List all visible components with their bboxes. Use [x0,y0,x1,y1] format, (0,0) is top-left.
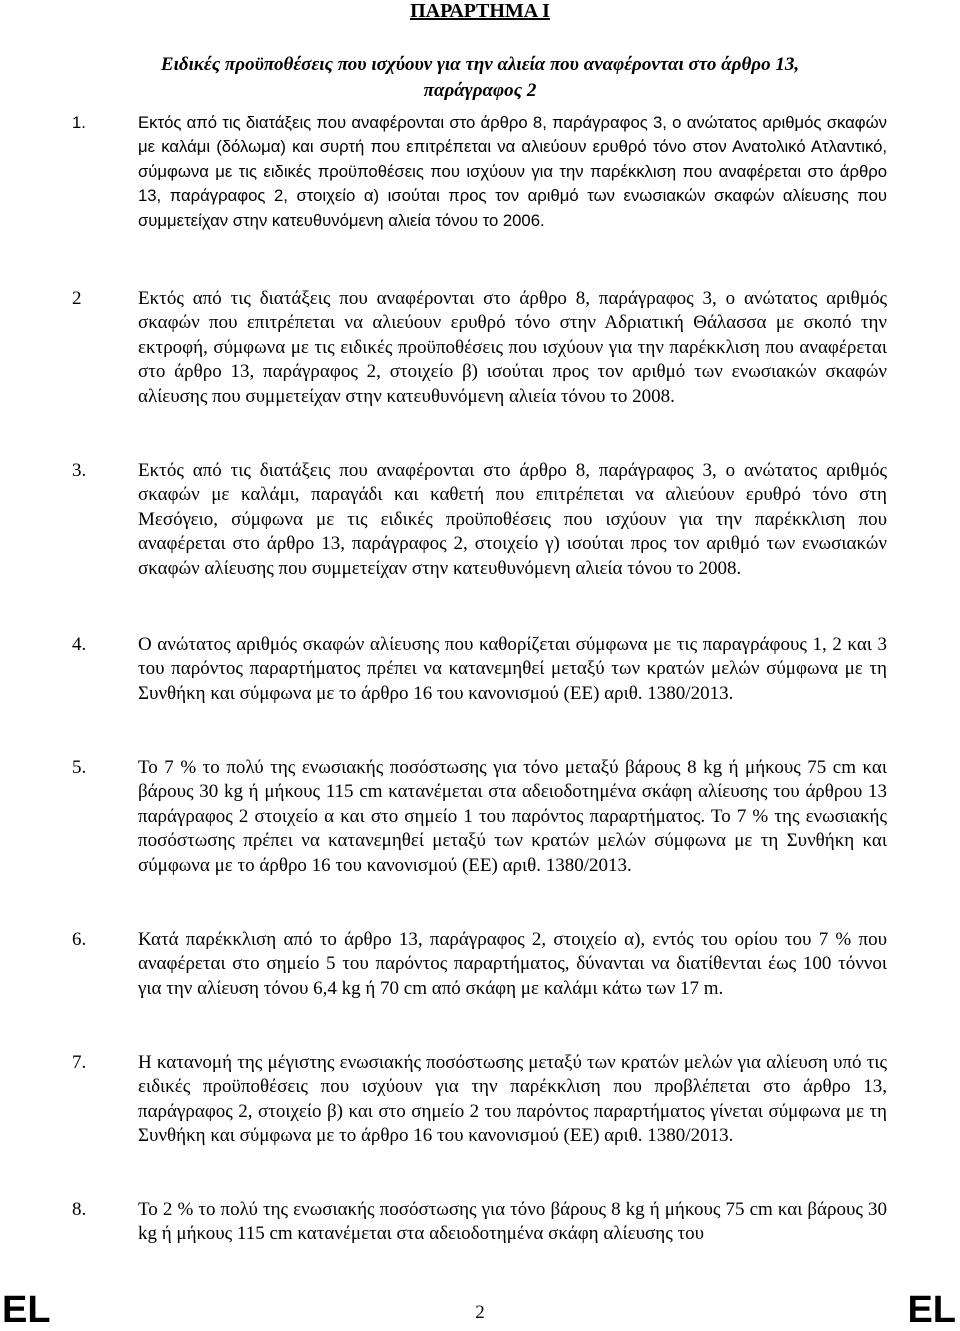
paragraph-6 [72,928,887,1001]
paragraph-4 [72,633,887,706]
annex-heading: ΠΑΡΑΡΤΗΜΑ I [410,0,550,22]
paragraph-text: Ο ανώτατος αριθμός σκαφών αλίευσης που καθορίζεται σύμφωνα με τις παραγράφους 1, 2 και 3 του παρόντος παραρτήματος πρέπει να κατανεμηθεί μεταξύ των κρατών μελών σύμφωνα με τη Συνθήκη και σύμφωνα με το άρθρο 16 του κανονισμού (ΕΕ) αριθ. 1380/2013. [138,634,887,704]
paragraph-2 [72,287,887,409]
page-number: 2 [475,1302,485,1323]
paragraph-number: 1. [72,113,86,132]
paragraph-text: Κατά παρέκκλιση από το άρθρο 13, παράγραφος 2, στοιχείο α), εντός του ορίου του 7 % που αναφέρεται στο σημείο 5 του παρόντος παραρτήματος, δύνανται να διατίθενται έως 100 τόννοι για την αλίευση τόνου 6,4 kg ή 70 cm από σκάφη με καλάμι κάτω των 17 m. [138,929,887,999]
paragraph-7 [72,1051,887,1149]
paragraph-number: 3. [72,460,87,481]
footer-language-left: EL [2,1289,51,1331]
paragraph-number: 5. [72,757,87,778]
paragraph-number: 2 [72,288,82,309]
paragraph-text: Η κατανομή της μέγιστης ενωσιακής ποσόστωσης μεταξύ των κρατών μελών για αλίευση υπό τις ειδικές προϋποθέσεις που ισχύουν για την παρέκκλιση που προβλέπεται στο άρθρο 13, παράγραφος 2, στοιχείο β) και στο σημείο 2 του παρόντος παραρτήματος γίνεται σύμφωνα με τη Συνθήκη και σύμφωνα με το άρθρο 16 του κανονισμού (ΕΕ) αριθ. 1380/2013. [138,1052,887,1147]
paragraph-text: Εκτός από τις διατάξεις που αναφέρονται στο άρθρο 8, παράγραφος 3, ο ανώτατος αριθμός σκαφών με καλάμι (δόλωμα) και συρτή που επιτρέπεται να αλιεύουν ερυθρό τόνο στον Ανατολικό Ατλαντικό, σύμφωνα με τις ειδικές προϋποθέσεις που ισχύουν για την παρέκκλιση που αναφέρεται στο άρθρο 13, παράγραφος 2, στοιχείο α) ισούται προς τον αριθμό των ενωσιακών σκαφών αλίευσης που συμμετείχαν στην κατευθυνόμενη αλιεία τόνου το 2006. [138,113,887,230]
footer-language-right: EL [907,1289,956,1331]
paragraph-text: Εκτός από τις διατάξεις που αναφέρονται στο άρθρο 8, παράγραφος 3, ο ανώτατος αριθμός σκαφών με καλάμι, παραγάδι και καθετή που επιτρέπεται να αλιεύουν ερυθρό τόνο στη Μεσόγειο, σύμφωνα με τις ειδικές προϋποθέσεις που ισχύουν για την παρέκκλιση που αναφέρεται στο άρθρο 13, παράγραφος 2, στοιχείο γ) ισούται προς τον αριθμό των ενωσιακών σκαφών αλίευσης που συμμετείχαν στην κατευθυνόμενη αλιεία τόνου το 2008. [138,460,887,579]
paragraph-1 [72,111,887,233]
paragraph-text: Το 7 % το πολύ της ενωσιακής ποσόστωσης για τόνο μεταξύ βάρους 8 kg ή μήκους 75 cm και βάρους 30 kg ή μήκους 115 cm κατανέμεται στα αδειοδοτημένα σκάφη αλίευσης του άρθρου 13 παράγραφος 2 στοιχείο α και στο σημείο 1 του παρόντος παραρτήματος. Το 7 % της ενωσιακής ποσόστωσης πρέπει να κατανεμηθεί μεταξύ των κρατών μελών σύμφωνα με τη Συνθήκη και σύμφωνα με το άρθρο 16 του κανονισμού (ΕΕ) αριθ. 1380/2013. [138,757,887,876]
paragraph-5 [72,756,887,878]
paragraph-text: Το 2 % το πολύ της ενωσιακής ποσόστωσης για τόνο βάρους 8 kg ή μήκους 75 cm και βάρους 30 kg ή μήκους 115 cm κατανέμεται στα αδειοδοτημένα σκάφη αλίευσης του [138,1199,887,1245]
paragraph-number: 6. [72,929,87,950]
annex-subtitle: Ειδικές προϋποθέσεις που ισχύουν για την αλιεία που αναφέρονται στο άρθρο 13, παράγραφος 2 [160,54,800,101]
paragraph-number: 4. [72,634,87,655]
paragraph-number: 7. [72,1052,87,1073]
paragraph-3 [72,459,887,581]
paragraph-text: Εκτός από τις διατάξεις που αναφέρονται στο άρθρο 8, παράγραφος 3, ο ανώτατος αριθμός σκαφών που επιτρέπεται να αλιεύουν ερυθρό τόνο στην Αδριατική Θάλασσα με σκοπό την εκτροφή, σύμφωνα με τις ειδικές προϋποθέσεις που ισχύουν για την παρέκκλιση που αναφέρεται στο άρθρο 13, παράγραφος 2, στοιχείο β) ισούται προς τον αριθμό των ενωσιακών σκαφών αλίευσης που συμμετείχαν στην κατευθυνόμενη αλιεία τόνου το 2008. [138,288,887,407]
paragraph-8 [72,1198,887,1247]
paragraph-number: 8. [72,1199,87,1220]
